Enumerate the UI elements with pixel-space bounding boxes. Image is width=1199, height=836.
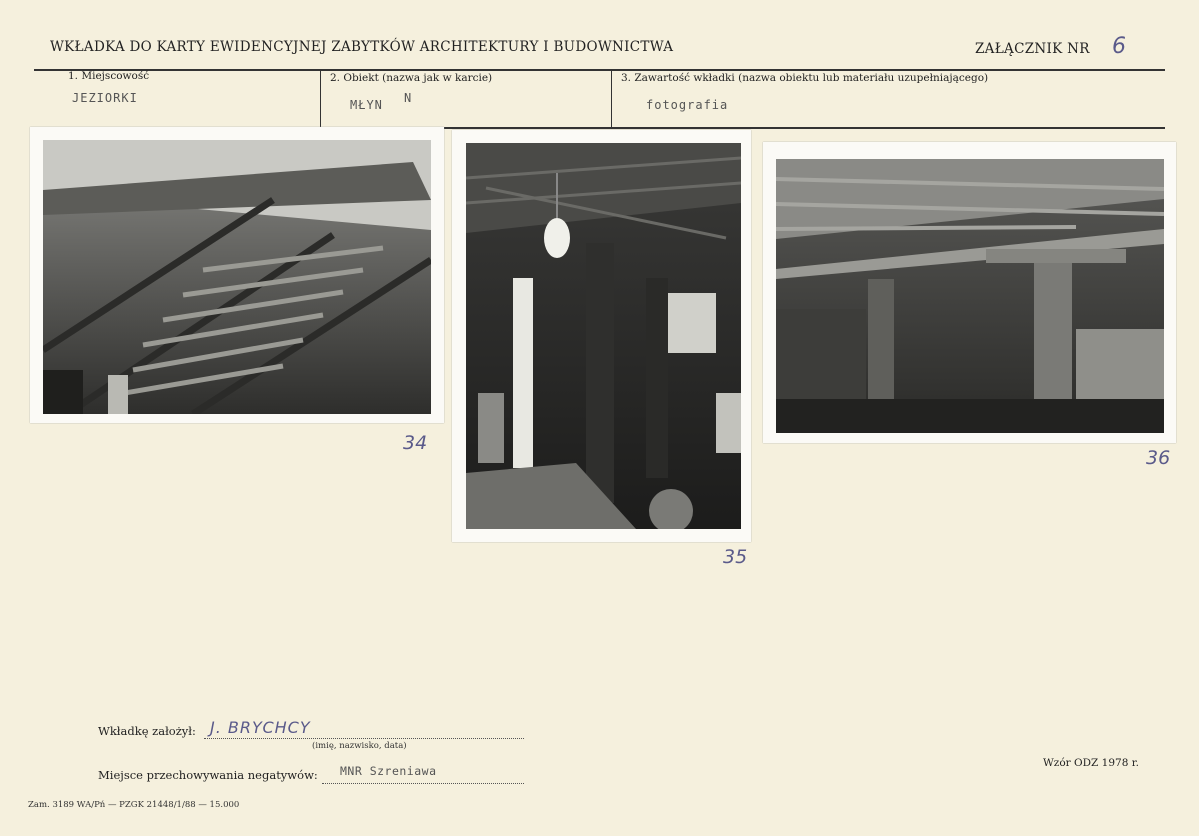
negatives-stamp: MNR Szreniawa	[340, 764, 437, 778]
locality-label: 1. Miejscowość	[68, 70, 150, 82]
founder-label: Wkładkę założył:	[98, 724, 196, 738]
negatives-label: Miejsce przechowywania negatywów:	[98, 768, 318, 782]
attachment-number: 6	[1112, 34, 1126, 59]
template-info: Wzór ODZ 1978 r.	[1043, 757, 1139, 769]
photo-35-number: 35	[723, 546, 748, 568]
column-divider-2	[611, 69, 612, 127]
photo-34-number: 34	[403, 432, 428, 454]
object-value: MŁYN	[350, 98, 383, 112]
header-rule-top	[34, 69, 1165, 71]
locality-value: JEZIORKI	[72, 91, 138, 105]
photo-35-image	[466, 143, 741, 529]
object-label: 2. Obiekt (nazwa jak w karcie)	[330, 72, 493, 84]
column-divider-1	[320, 69, 321, 127]
photo-36-number: 36	[1146, 447, 1171, 469]
founder-line	[204, 738, 524, 739]
photo-36-image	[776, 159, 1164, 433]
founder-signature: J. BRYCHCY	[210, 718, 311, 737]
object-suffix: N	[404, 91, 413, 105]
contents-label: 3. Zawartość wkładki (nazwa obiektu lub materiału uzupełniającego)	[621, 72, 989, 84]
photo-36	[763, 142, 1176, 443]
photo-35	[452, 130, 751, 542]
print-info: Zam. 3189 WA/Pń — PZGK 21448/1/88 — 15.000	[28, 800, 240, 810]
photo-34	[30, 127, 444, 423]
negatives-line	[322, 783, 524, 784]
card-title: WKŁADKA DO KARTY EWIDENCYJNEJ ZABYTKÓW ARCHITEKTURY I BUDOWNICTWA	[50, 39, 674, 55]
attachment-label: ZAŁĄCZNIK NR	[975, 41, 1090, 57]
contents-value: fotografia	[646, 98, 729, 112]
founder-hint: (imię, nazwisko, data)	[312, 741, 407, 751]
photo-34-image	[43, 140, 431, 414]
